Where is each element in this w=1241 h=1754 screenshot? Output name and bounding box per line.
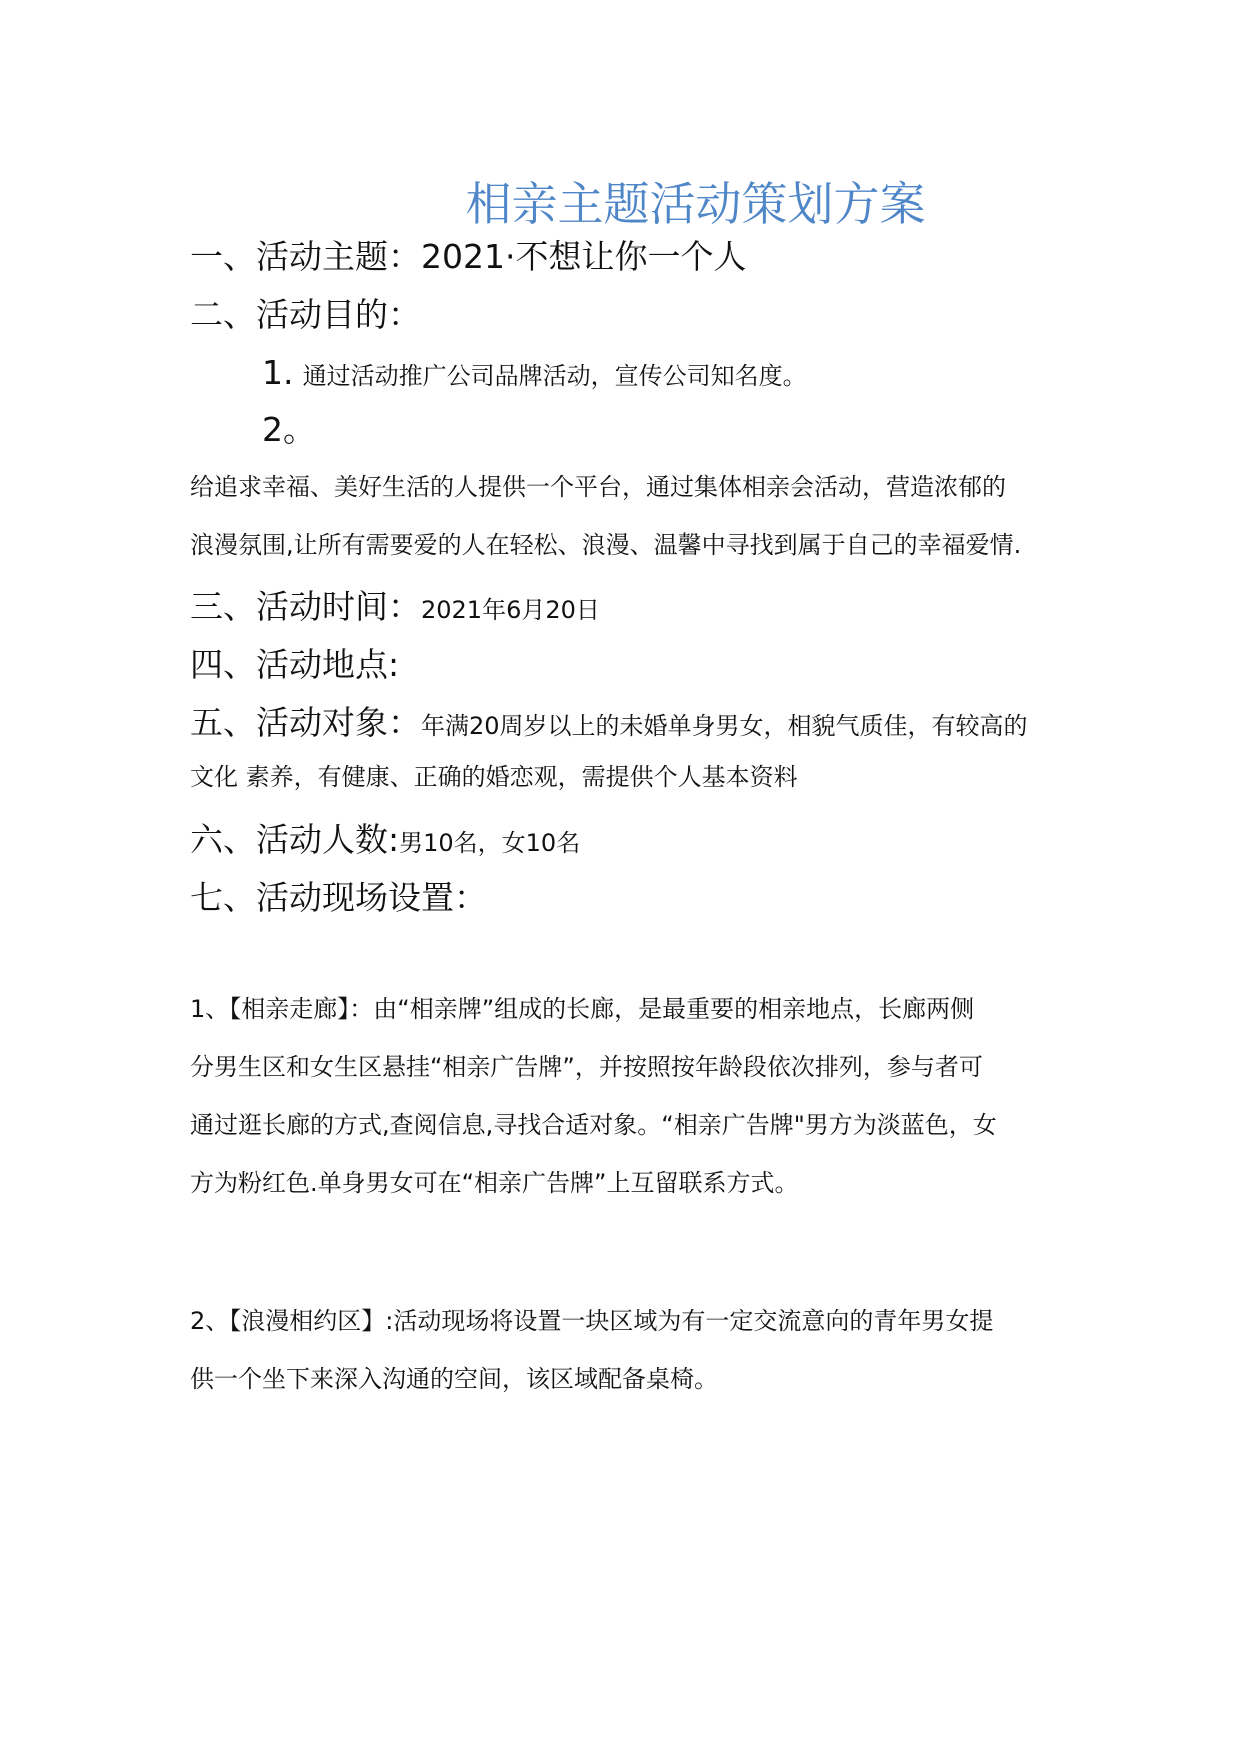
section-5-heading: 五、活动对象： [190,703,421,742]
paragraph-line: 分男生区和女生区悬挂“相亲广告牌”，并按照按年龄段依次排列，参与者可 [190,1053,983,1081]
section-2-heading: 二、活动目的： [190,295,421,334]
section-5 [190,703,1028,742]
paragraph-line: 1、【相亲走廊】：由“相亲牌”组成的长廊，是最重要的相亲地点，长廊两侧 [190,995,975,1023]
section-1-heading: 一、活动主题：2021·不想让你一个人 [190,237,747,276]
paragraph-line: 2、【浪漫相约区】:活动现场将设置一块区域为有一定交流意向的青年男女提 [190,1307,994,1335]
list-item-number: 2。 [262,410,316,449]
list-item-text: 通过活动推广公司品牌活动，宣传公司知名度。 [302,362,807,390]
paragraph-line: 通过逛长廊的方式,查阅信息,寻找合适对象。“相亲广告牌"男方为淡蓝色，女 [190,1111,997,1139]
section-3 [190,587,600,626]
paragraph-line: 给追求幸福、美好生活的人提供一个平台，通过集体相亲会活动，营造浓郁的 [190,473,1006,501]
list-item [262,410,316,449]
list-item-number: 1. [262,353,294,392]
section-4-heading: 四、活动地点: [190,645,400,684]
section-7-heading: 七、活动现场设置： [190,878,487,917]
paragraph-line: 供一个坐下来深入沟通的空间，该区域配备桌椅。 [190,1365,718,1393]
paragraph-line: 文化 素养，有健康、正确的婚恋观，需提供个人基本资料 [190,763,798,791]
target-audience: 年满20周岁以上的未婚单身男女，相貌气质佳，有较高的 [421,712,1028,740]
participant-count: 男10名，女10名 [399,829,581,857]
section-6 [190,820,581,859]
event-date: 2021年6月20日 [421,596,600,624]
paragraph-line: 浪漫氛围,让所有需要爱的人在轻松、浪漫、温馨中寻找到属于自己的幸福爱情. [190,531,1022,559]
paragraph-line: 方为粉红色.单身男女可在“相亲广告牌”上互留联系方式。 [190,1169,799,1197]
section-6-heading: 六、活动人数: [190,820,400,859]
document-title: 相亲主题活动策划方案 [465,177,926,231]
list-item [262,353,807,392]
section-3-heading: 三、活动时间： [190,587,421,626]
